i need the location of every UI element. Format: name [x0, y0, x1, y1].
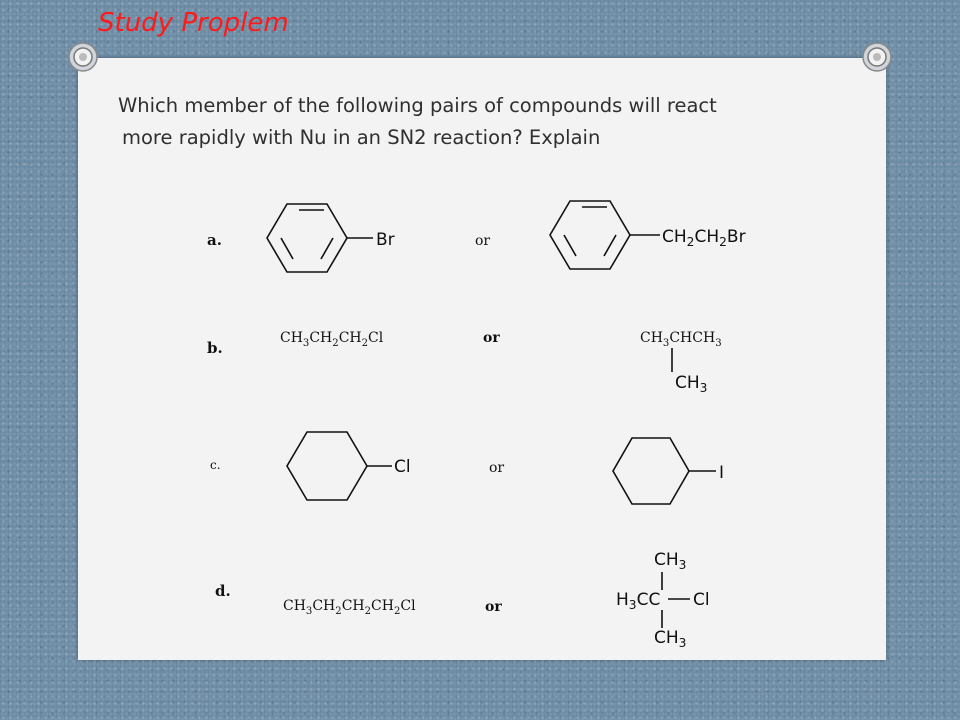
substituent-cl: Cl: [394, 457, 411, 477]
connector-or-d: or: [485, 599, 502, 615]
connector-or-c: or: [489, 460, 505, 476]
benzene-ring-a-right: [550, 201, 660, 269]
formula-d-center-left: $H_3CC$: [616, 590, 661, 612]
label-d: d.: [215, 582, 231, 600]
formula-b-branch: $CH_3$: [675, 373, 708, 395]
slide-title: Study Proplem: [98, 8, 289, 38]
formula-d-center-right: Cl: [693, 590, 710, 610]
benzene-ring-a-left: [267, 204, 373, 272]
formula-d-bottom: $CH_3$: [654, 628, 687, 650]
connector-or-b: or: [483, 330, 500, 346]
formula-b-left: $CH_3CH_2CH_2Cl$: [280, 330, 384, 349]
question-line-2: more rapidly with Nu in an SN2 reaction? Explain: [122, 126, 601, 149]
cyclohexane-ring-c-left: [287, 432, 392, 500]
question-line-1: Which member of the following pairs of compounds will react: [118, 94, 717, 117]
connector-or-a: or: [475, 233, 491, 249]
label-b: b.: [207, 339, 223, 357]
formula-d-top: $CH_3$: [654, 550, 687, 572]
formula-b-right-top: $CH_3CHCH_3$: [640, 330, 722, 349]
substituent-i: I: [719, 463, 725, 483]
substituent-ch2ch2br: $CH_2CH_2Br$: [662, 227, 746, 249]
label-a: a.: [207, 231, 222, 249]
substituent-br: Br: [376, 230, 395, 250]
cyclohexane-ring-c-right: [613, 438, 716, 504]
label-c: c.: [210, 458, 221, 472]
formula-d-left: $CH_3CH_2CH_2CH_2Cl$: [283, 598, 416, 617]
